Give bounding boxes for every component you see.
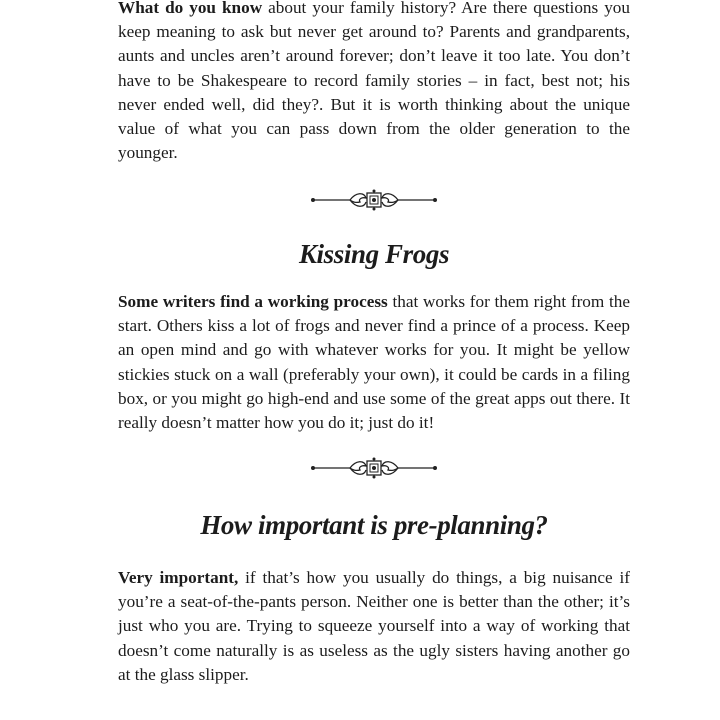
paragraph-lead: What do you know	[118, 0, 263, 17]
paragraph-body: if that’s how you usually do things, a big nuisance if you’re a seat-of-the-pants person. Neither one is better than the other; it’s just who you are. Trying to squeeze yourself into a way of working that doesn’t come naturally is as useless as the ugly sisters having another go at the glass slipper.	[118, 568, 630, 684]
section-heading-kissing-frogs: Kissing Frogs	[298, 239, 450, 269]
section-heading-pre-planning: How important is pre-planning?	[200, 510, 548, 540]
paragraph-lead: Some writers find a working process	[118, 292, 388, 311]
paragraph-family-history	[118, 0, 630, 165]
paragraph-body: about your family history? Are there questions you keep meaning to ask but never get around to? Parents and grandparents, aunts and uncles aren’t around forever; don’t leave it too late. You don’t have to be Shakespeare to record family stories – in fact, best not; his never ended well, did they?. But it is worth thinking about the unique value of what you can pass down from the older generation to the younger.	[118, 0, 630, 163]
paragraph-working-process	[118, 290, 630, 435]
paragraph-pre-planning	[118, 566, 630, 687]
paragraph-body: that works for them right from the start. Others kiss a lot of frogs and never find a prince of a process. Keep an open mind and go with whatever works for you. It might be yellow stickies stuck on a wall (preferably your own), it could be cards in a filing box, or you might go high-end and use some of the great apps out there. It really doesn’t matter how you do it; just do it!	[118, 292, 630, 433]
scroll-ornament-icon	[310, 457, 438, 479]
scroll-ornament-icon	[310, 189, 438, 211]
paragraph-lead: Very important,	[118, 568, 239, 587]
